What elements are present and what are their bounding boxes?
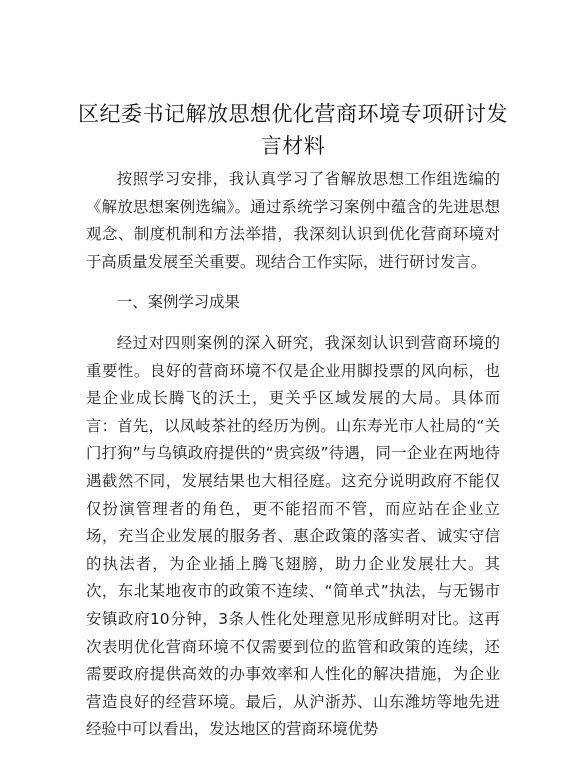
intro-paragraph: 按照学习安排，我认真学习了省解放思想工作组选编的《解放思想案例选编》。通过系统学习案例中蕴含的先进思想观念、制度机制和方法举措，我深刻认识到优化营商环境对于高质量发展至关重要。现结合工作实际，进行研讨发言。: [86, 170, 500, 271]
document-title: 区纪委书记解放思想优化营商环境专项研讨发言材料: [78, 102, 508, 158]
section-heading: 一、案例学习成果: [116, 293, 240, 312]
document-body: [86, 166, 500, 744]
body-paragraph: 经过对四则案例的深入研究，我深刻认识到营商环境的重要性。良好的营商环境不仅是企业用脚投票的风向标，也是企业成长腾飞的沃土，更关乎区域发展的大局。具体而言：首先，以凤岐茶社的经历为例。山东寿光市人社局的“关门打狗”与乌镇政府提供的“贵宾级”待遇，同一企业在两地待遇截然不同，发展结果也大相径庭。这充分说明政府不能仅仅扮演管理者的角色，更不能招而不管，而应站在企业立场，充当企业发展的服务者、惠企政策的落实者、诚实守信的执法者，为企业插上腾飞翅膀，助力企业发展壮大。其次，东北某地夜市的政策不连续、“简单式”执法，与无锡市安镇政府10分钟，3条人性化处理意见形成鲜明对比。这再次表明优化营商环境不仅需要到位的监管和政策的连续，还需要政府提供高效的办事效率和人性化的解决措施，为企业营造良好的经营环境。最后，从沪浙苏、山东潍坊等地先进经验中可以看出，发达地区的营商环境优势: [86, 333, 500, 739]
